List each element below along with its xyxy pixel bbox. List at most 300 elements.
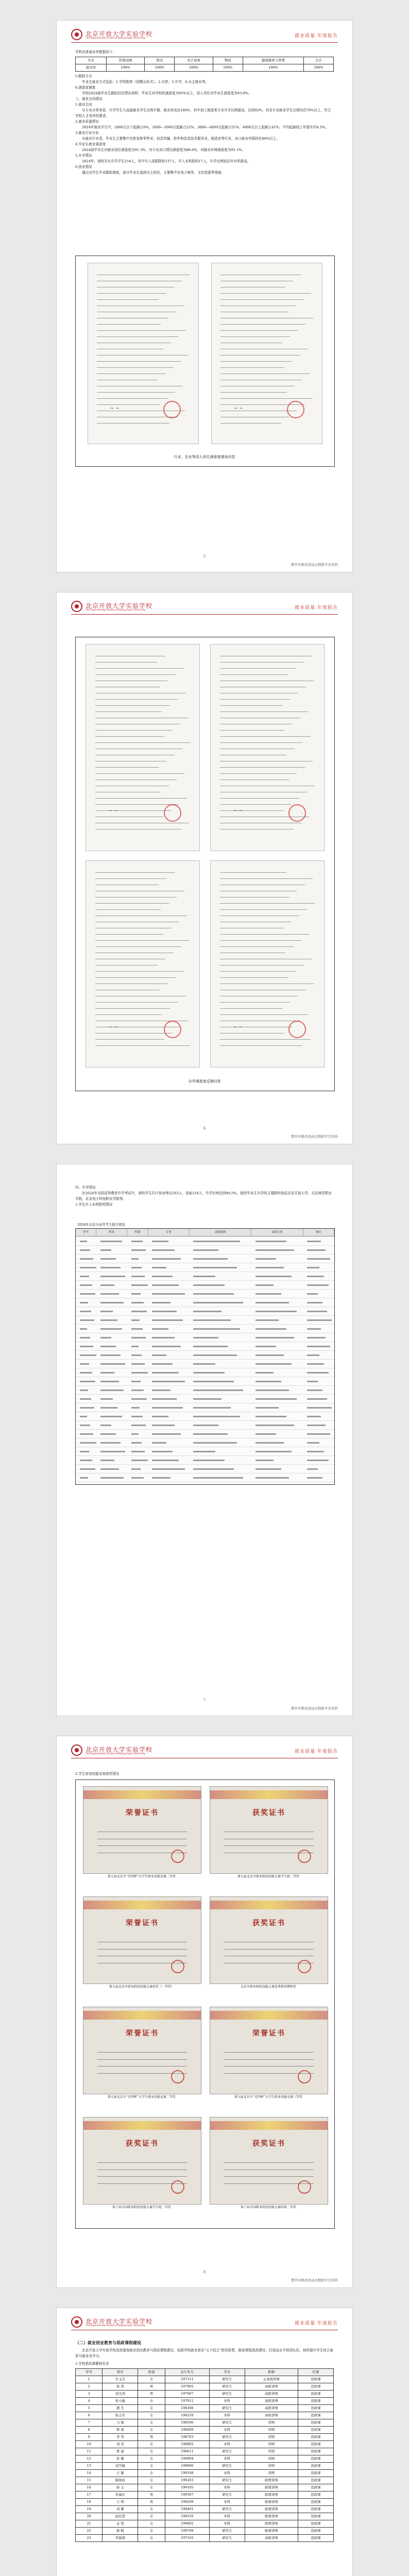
table-cell: 100%: [175, 64, 213, 72]
page-5-body: [75, 2340, 334, 2542]
table-cell: 11: [76, 2448, 103, 2455]
table-cell: 王 颖: [103, 2470, 138, 2477]
sub-heading: 6.创业情况: [75, 165, 92, 169]
table-cell: 许玉芬: [103, 2376, 138, 2383]
table-row: [76, 2455, 334, 2463]
table-cell: 思政课: [298, 2535, 333, 2542]
section-tag: 就业质量 年度报告: [295, 1749, 338, 1754]
table-cell: 思政课: [298, 2427, 333, 2434]
paragraph: 2024年，我校共有升学学生154人，其中升入高职院校137人，升入本科院校17人，升学比例较往年有所提高。: [82, 159, 251, 163]
table-row: [76, 2506, 334, 2513]
stamp-seal-icon: [298, 2180, 311, 2194]
table-row: [76, 2383, 334, 2391]
admission-table-caption: 2024年北京市高考考生报告情况: [77, 1223, 125, 1227]
table-row: [76, 1342, 334, 1351]
table-cell: 思政课: [298, 2455, 333, 2463]
table-cell: 197510: [165, 2535, 209, 2542]
paragraph: 毕业生就业方式包括：1.学校推荐（招聘会形式）；2.自荐；3.升学；4.自主就业等。: [82, 80, 209, 84]
table-row: [76, 1237, 334, 1246]
table-row: [76, 2463, 334, 2470]
sub-heading: 5.升学情况: [75, 154, 92, 158]
table-header-cell: 序号: [76, 2369, 103, 2376]
certificate-image: [83, 1896, 201, 1984]
table-cell: 100%: [145, 64, 175, 72]
certificate-image: [83, 1786, 201, 1874]
table-cell: 5: [76, 2405, 103, 2412]
table-cell: 研究生: [209, 2506, 245, 2513]
table-row: [76, 2513, 334, 2520]
school-logo-icon: [71, 601, 82, 612]
school-name: 北京开放大学实验学校: [86, 602, 153, 609]
table-cell: 研究生: [209, 2528, 245, 2535]
table-cell: 思政课: [298, 2376, 333, 2383]
table-cell: 100%: [304, 64, 334, 72]
table-cell: 女: [138, 2412, 165, 2419]
page-header: [71, 29, 338, 44]
table-cell: 高级讲师: [245, 2398, 298, 2405]
table-cell: 思政课: [298, 2463, 333, 2470]
table-cell: 研究生: [209, 2376, 245, 2383]
sub-heading: 3.就业行业分布: [75, 131, 99, 135]
certificate-image: [210, 1786, 328, 1874]
table-cell: 高级讲师: [245, 2412, 298, 2419]
table-cell: 23: [76, 2535, 103, 2542]
table-cell: 赵佳慧: [103, 2513, 138, 2520]
certificate-image: [83, 2007, 201, 2094]
stamp-seal-icon: [287, 401, 304, 418]
table-header-cell: 任课: [298, 2369, 333, 2376]
table-header-cell: 专业: [76, 57, 107, 64]
page-3-body: [75, 1185, 334, 1208]
table-cell: 女: [138, 2477, 165, 2484]
table-cell: 助理讲师: [245, 2477, 298, 2484]
certificate-title: 荣誉证书: [252, 2029, 285, 2038]
table-row: [76, 1298, 334, 1307]
table-header-cell: 会计: [304, 57, 334, 64]
table-cell: 198703: [165, 2434, 209, 2441]
school-logo-icon: [71, 29, 82, 40]
table-cell: 12: [76, 2455, 103, 2463]
table-cell: 思政课: [298, 2448, 333, 2455]
table-cell: 4: [76, 2398, 103, 2405]
table-row: [76, 2448, 334, 2455]
table-cell: 研究生: [209, 2463, 245, 2470]
table-cell: 本科: [209, 2441, 245, 2448]
table-cell: 女: [138, 2484, 165, 2492]
table-cell: 198210: [165, 2412, 209, 2419]
sub-heading: 1.学生升入本科院校情况: [75, 1202, 113, 1207]
stamp-seal-icon: [163, 401, 181, 418]
table-row: [76, 2391, 334, 2398]
table-row: [76, 1368, 334, 1377]
table-row: [76, 2477, 334, 2484]
table-cell: 199401: [165, 2506, 209, 2513]
table-cell: 本科: [209, 2520, 245, 2528]
page-footer: 教学诊断改进动态数据平台资料: [291, 563, 338, 567]
table-cell: 研究生: [209, 2405, 245, 2412]
table-cell: 2: [76, 2383, 103, 2391]
table-header-cell: 健康服务与管理: [243, 57, 303, 64]
table-cell: 助理讲师: [245, 2520, 298, 2528]
certificate-title: 荣誉证书: [126, 1919, 159, 1928]
table-cell: 李 华: [103, 2434, 138, 2441]
table-header-cell: 姓名: [96, 1229, 127, 1236]
table-cell: 16: [76, 2484, 103, 2492]
table-cell: 199209: [165, 2499, 209, 2506]
table-header-cell: 性别: [127, 1229, 148, 1236]
stamp-seal-icon: [288, 1021, 306, 1038]
sub-heading: 4.毕业生就业满意度: [75, 142, 106, 146]
certificate-image: [210, 2007, 328, 2094]
table-cell: 研究生: [209, 2477, 245, 2484]
page-header: [71, 1744, 338, 1760]
table-cell: 思政课: [298, 2470, 333, 2477]
table-row: [76, 1255, 334, 1263]
table-cell: 高级讲师: [245, 2405, 298, 2412]
table-cell: 198506: [165, 2419, 209, 2427]
table-cell: 思政课: [298, 2492, 333, 2499]
table-cell: 研究生: [209, 2419, 245, 2427]
paragraph-group: [75, 74, 334, 176]
table-cell: 杨 帆: [103, 2528, 138, 2535]
table-cell: 198904: [165, 2455, 209, 2463]
table-cell: 本科: [209, 2412, 245, 2419]
signature-icon: ~ ~: [233, 406, 243, 411]
page-header: [71, 601, 338, 616]
table-cell: 199105: [165, 2484, 209, 2492]
figure-caption: 办学满意度反馈问卷: [188, 1079, 221, 1083]
page-number: 5: [203, 554, 206, 558]
table-cell: 思政课: [298, 2398, 333, 2405]
certificate-caption: 第十届全国职业院校技能大赛团体二等奖: [240, 2206, 296, 2209]
table-cell: 思政课: [298, 2405, 333, 2412]
paragraph: 通过对学生毕业跟踪调查，部分毕业生选择自主创业，主要集中在电子商务、文化创意等领域。: [82, 171, 225, 175]
table-cell: 197111: [165, 2376, 209, 2383]
table-row: [76, 1272, 334, 1281]
table-cell: 陈晓冉: [103, 2477, 138, 2484]
table-header-cell: 机电: [145, 57, 175, 64]
certificate-grid: [75, 1780, 335, 2229]
certificate-title: 获奖证书: [126, 2140, 159, 2148]
table-row: [76, 2434, 334, 2441]
table-cell: 思政课: [298, 2484, 333, 2492]
table-cell: 女: [138, 2535, 165, 2542]
table-header-cell: 物流: [213, 57, 243, 64]
table-cell: 思政课: [298, 2434, 333, 2441]
table-cell: 刘文涛: [103, 2391, 138, 2398]
page-footer: 教学诊断改进动态数据平台资料: [291, 2278, 338, 2282]
stamp-seal-icon: [298, 1850, 311, 1863]
table-cell: 助理讲师: [245, 2513, 298, 2520]
sub-heading: 6.满意度调查: [75, 86, 96, 90]
table-cell: 高级讲师: [245, 2383, 298, 2391]
table-row: [76, 2427, 334, 2434]
table-cell: 女: [138, 2441, 165, 2448]
table-cell: 198409: [165, 2427, 209, 2434]
school-logo-icon: [71, 2316, 82, 2328]
table-row: [76, 2398, 334, 2405]
table-cell: 100%: [243, 64, 303, 72]
table-cell: 潘 凡: [103, 2405, 138, 2412]
section-heading: 四、升学情况: [75, 1185, 96, 1190]
page-number: 8: [203, 2270, 206, 2274]
school-logo-icon: [71, 1744, 82, 1756]
table-cell: 100%: [213, 64, 243, 72]
table-header-cell: 性别: [138, 2369, 165, 2376]
table-cell: 讲师: [245, 2463, 298, 2470]
table-cell: 思政课: [298, 2419, 333, 2427]
page-footer: 教学诊断改进动态数据平台资料: [291, 1134, 338, 1139]
table-cell: 15: [76, 2477, 103, 2484]
table-title: 学科具体就业率数据如下：: [75, 50, 116, 54]
table-cell: 13: [76, 2463, 103, 2470]
school-name-en: The Experimental School of Beijing Open University: [86, 2325, 146, 2327]
table-row: [76, 1360, 334, 1368]
table-cell: 女: [138, 2419, 165, 2427]
table-cell: 22: [76, 2528, 103, 2535]
table-cell: 6: [76, 2412, 103, 2419]
table-row: [76, 2470, 334, 2477]
signature-icon: ~ ~: [233, 808, 243, 814]
stamp-seal-icon: [288, 804, 306, 822]
table-cell: 讲师: [245, 2455, 298, 2463]
certificate-caption: 第九届北京市“光明杯”大学生职业技能竞赛三等奖: [234, 2095, 303, 2099]
page-5: [57, 2308, 352, 2576]
table-cell: 男: [138, 2499, 165, 2506]
table-cell: 讲师: [245, 2448, 298, 2455]
school-name-en: The Experimental School of Beijing Open University: [86, 1753, 146, 1755]
table-cell: 199006: [165, 2463, 209, 2470]
signature-icon: ~ ~: [233, 1025, 243, 1030]
table-row: [76, 1465, 334, 1473]
section-heading: 2.学生参加技能竞赛获奖情况: [75, 1772, 120, 1776]
table-cell: 本科: [209, 2484, 245, 2492]
table-cell: 刘雪梅: [103, 2463, 138, 2470]
paragraph: 从就业行业看，毕业生主要集中在批发和零售业、信息传输、软件和信息技术服务业、制造业等行业，对口就业率保持在86%以上。: [82, 137, 280, 141]
table-cell: 8: [76, 2427, 103, 2434]
page-header: [71, 2316, 338, 2332]
table-row: [76, 1438, 334, 1447]
table-header-cell: 录取院校: [190, 1229, 251, 1236]
paragraph: 从专业分类来看，升学学生与直接就业学生比例平衡，就业率高达100%，其中加工制造类专业升学比例最高，达到92%，其余专业就业学生比例均在70%以上，符合学校人才培养的要求。: [75, 108, 331, 118]
table-row: [76, 1281, 334, 1290]
table-cell: 朱福东: [103, 2492, 138, 2499]
certificate-title: 荣誉证书: [126, 1809, 159, 1818]
table-cell: 崔 敏: [103, 2455, 138, 2463]
table-cell: 女: [138, 2376, 165, 2383]
table-cell: 孙 玉: [103, 2484, 138, 2492]
table-cell: 17: [76, 2492, 103, 2499]
page-1-body: [75, 49, 334, 176]
table-cell: 思政课: [298, 2513, 333, 2520]
table-cell: 198611: [165, 2448, 209, 2455]
table-cell: 张志芳: [103, 2412, 138, 2419]
paragraph: 2024届毕业生对就业岗位满意度为91.3%，对专业对口情况满意度为88.6%，对就业环境满意度为92.1%。: [82, 148, 245, 152]
signature-icon: ~ ~: [109, 1025, 118, 1030]
table-row: [76, 2412, 334, 2419]
table-row: [76, 1447, 334, 1456]
table-cell: 女: [138, 2455, 165, 2463]
stamp-seal-icon: [164, 804, 181, 822]
table-header-cell: 姓名: [103, 2369, 138, 2376]
table-cell: 本科: [209, 2427, 245, 2434]
stamp-seal-icon: [164, 1021, 181, 1038]
table-cell: 讲师: [245, 2427, 298, 2434]
school-name: 北京开放大学实验学校: [86, 30, 153, 38]
table-cell: 高级讲师: [245, 2391, 298, 2398]
table-cell: 9: [76, 2434, 103, 2441]
table-cell: 讲师: [245, 2441, 298, 2448]
table-cell: 男: [138, 2434, 165, 2441]
table-cell: 就业率: [76, 64, 107, 72]
table-cell: 19: [76, 2506, 103, 2513]
table-cell: 21: [76, 2520, 103, 2528]
table-cell: 研究生: [209, 2434, 245, 2441]
table-row: [76, 2441, 334, 2448]
table-header-cell: 备注: [303, 1229, 334, 1236]
certificate-caption: 第九届北京市职业院校技能大赛学生组二等奖: [237, 1875, 299, 1878]
table-row: [76, 1473, 334, 1482]
table-cell: 199708: [165, 2528, 209, 2535]
table-cell: 助理讲师: [245, 2506, 298, 2513]
paragraph: 学校2024届毕业生跟踪回访情况表明：毕业生对学校的满意度为95%以上，用人单位对毕业生满意度为93.8%。: [82, 91, 252, 95]
teacher-table: [75, 2368, 334, 2542]
table-cell: 女: [138, 2427, 165, 2434]
survey-scan-left: [88, 263, 199, 444]
table-row: [76, 1430, 334, 1438]
table-cell: 张 涛: [103, 2383, 138, 2391]
paragraph: 北京开放大学实验学校高度重视就业创业教育与思政课程建设，依据学校就业创业“五个结合”指导思想，推进课程思政建设，打造高水平师资队伍，持续提升学生综合素质与就业竞争力。: [75, 2348, 334, 2358]
table-row: [76, 1246, 334, 1255]
certificate-title: 获奖证书: [252, 1919, 285, 1928]
table-row: [76, 1412, 334, 1421]
table-cell: 10: [76, 2441, 103, 2448]
table-cell: 女: [138, 2448, 165, 2455]
table-cell: 1: [76, 2376, 103, 2383]
table-cell: 女: [138, 2506, 165, 2513]
table-cell: 高级讲师: [245, 2535, 298, 2542]
feedback-scan-2: [210, 644, 325, 851]
table-cell: 助理讲师: [245, 2492, 298, 2499]
certificate-caption: 第九届北京市职业院校技能大赛获奖（一等奖）: [109, 1985, 174, 1989]
certificate-title: 获奖证书: [252, 2140, 285, 2148]
table-cell: 刘 洋: [103, 2441, 138, 2448]
table-cell: 本科: [209, 2470, 245, 2477]
table-cell: 研究生: [209, 2383, 245, 2391]
table-cell: 男: [138, 2391, 165, 2398]
table-cell: 讲师: [245, 2419, 298, 2427]
school-name-en: The Experimental School of Beijing Open University: [86, 609, 146, 612]
table-cell: 本科: [209, 2513, 245, 2520]
table-cell: 7: [76, 2419, 103, 2427]
feedback-scan-4: [210, 860, 325, 1067]
section-tag: 就业质量 年度报告: [295, 33, 338, 39]
table-cell: 本科: [209, 2499, 245, 2506]
table-header-cell: 专业: [148, 1229, 190, 1236]
table-cell: 女: [138, 2520, 165, 2528]
table-row: [76, 1263, 334, 1272]
table-cell: 讲师: [245, 2470, 298, 2477]
school-name: 北京开放大学实验学校: [86, 1746, 153, 1753]
table-row: [76, 1316, 334, 1325]
table-cell: 思政课: [298, 2528, 333, 2535]
table-cell: 研究生: [209, 2535, 245, 2542]
table-header-cell: 序号: [76, 1229, 96, 1236]
stamp-seal-icon: [171, 2070, 184, 2083]
feedback-scan-3: [86, 860, 200, 1067]
table-header-cell: 学历: [209, 2369, 245, 2376]
page-2: [57, 592, 352, 1144]
table-row: [76, 2484, 334, 2492]
table-cell: 刘 静: [103, 2506, 138, 2513]
table-row: [76, 1456, 334, 1465]
table-cell: 正高级讲师: [245, 2376, 298, 2383]
table-cell: 思政课: [298, 2506, 333, 2513]
table-cell: 思政课: [298, 2383, 333, 2391]
table-cell: 助理讲师: [245, 2528, 298, 2535]
table-row: [76, 2520, 334, 2528]
table-cell: 研究生: [209, 2492, 245, 2499]
table-cell: 14: [76, 2470, 103, 2477]
table-cell: 199203: [165, 2477, 209, 2484]
page-1: [57, 21, 352, 572]
table-cell: 3: [76, 2391, 103, 2398]
table-cell: 思政课: [298, 2520, 333, 2528]
table-row: [76, 2499, 334, 2506]
table-cell: 张小敏: [103, 2398, 138, 2405]
table-cell: 女: [138, 2470, 165, 2477]
table-cell: 女: [138, 2463, 165, 2470]
certificate-image: [210, 1896, 328, 1984]
table-cell: 198308: [165, 2405, 209, 2412]
page-footer: 教学诊断改进动态数据平台资料: [291, 1706, 338, 1710]
table-cell: 郑 莉: [103, 2427, 138, 2434]
table-row: [76, 2405, 334, 2412]
table-header-cell: 录取专业: [251, 1229, 303, 1236]
school-name: 北京开放大学实验学校: [86, 2318, 153, 2325]
sub-heading: 5.跟踪方式: [75, 74, 92, 78]
school-name-en: The Experimental School of Beijing Open University: [86, 37, 146, 40]
signature-icon: ~ ~: [110, 406, 120, 411]
table-cell: 197805: [165, 2383, 209, 2391]
admission-table-scan: [75, 1228, 335, 1485]
stamp-seal-icon: [171, 1850, 184, 1863]
table-row: [76, 2535, 334, 2542]
table-row: [76, 1307, 334, 1316]
table-cell: 李海燕: [103, 2535, 138, 2542]
table-cell: 199108: [165, 2470, 209, 2477]
table-cell: 18: [76, 2499, 103, 2506]
page-4: [57, 1736, 352, 2287]
table-row: [76, 2419, 334, 2427]
stamp-seal-icon: [298, 1960, 311, 1973]
survey-scan-right: [211, 263, 322, 444]
sub-heading: 1.就业去向: [75, 103, 92, 107]
table-row: [76, 1325, 334, 1333]
certificate-caption: 北京市职业院校技能大赛优秀指导教师奖: [240, 1985, 296, 1989]
table-cell: 思政课: [298, 2412, 333, 2419]
table-cell: 197912: [165, 2398, 209, 2405]
table-cell: 讲师: [245, 2434, 298, 2441]
table-cell: 思政课: [298, 2391, 333, 2398]
page-number: 7: [203, 1698, 206, 1702]
table-cell: 助理讲师: [245, 2499, 298, 2506]
table-cell: 女: [138, 2513, 165, 2520]
table-cell: 孟 悦: [103, 2520, 138, 2528]
table-title: 1.学校思政课教师名单: [75, 2362, 109, 2366]
table-header-cell: 影视动画: [106, 57, 145, 64]
certificate-caption: 第九届北京市“光明杯”大学生职业技能竞赛二等奖: [107, 2095, 176, 2099]
